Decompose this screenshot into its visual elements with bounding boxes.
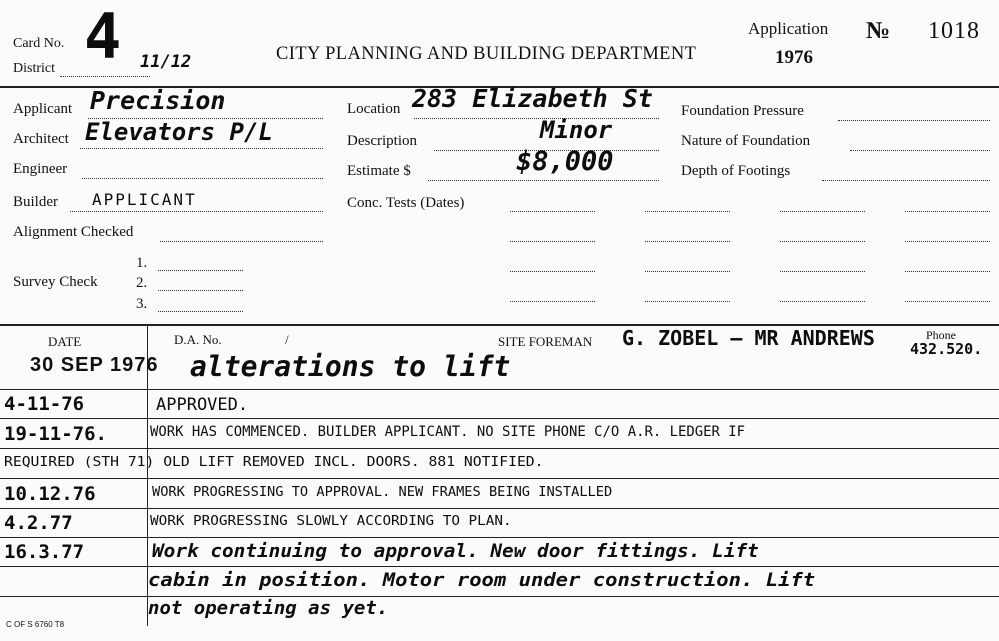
nature-of-foundation-label: Nature of Foundation	[681, 133, 811, 149]
foundation-pressure-label: Foundation Pressure	[681, 103, 804, 119]
estimate-value: $8,000	[516, 146, 614, 177]
log-entry-text: WORK PROGRESSING TO APPROVAL. NEW FRAMES BEING INSTALLED	[152, 485, 613, 500]
conc-line-3d	[905, 271, 990, 272]
depth-of-footings-label: Depth of Footings	[681, 163, 791, 179]
log-date-stamp: 30 SEP 1976	[30, 354, 159, 376]
conc-line-1a	[510, 211, 595, 212]
conc-line-1b	[645, 211, 730, 212]
log-line-7	[0, 566, 999, 567]
log-line-2	[0, 418, 999, 419]
location-value: 283 Elizabeth St	[412, 84, 653, 113]
phone-label: Phone	[926, 328, 956, 342]
architect-value: Elevators P/L	[85, 118, 273, 146]
engineer-label: Engineer	[13, 161, 68, 177]
applicant-label: Applicant	[13, 101, 73, 117]
architect-label: Architect	[13, 131, 69, 147]
log-entry-text: not operating as yet.	[148, 597, 389, 619]
log-date: 16.3.77	[4, 541, 85, 563]
card-no-value: 4	[84, 0, 122, 73]
date-column-header: DATE	[48, 334, 82, 349]
conc-line-2a	[510, 241, 595, 242]
conc-line-2b	[645, 241, 730, 242]
log-line-4	[0, 478, 999, 479]
district-value: 11/12	[140, 52, 192, 72]
log-entry-text: REQUIRED (STH 71) OLD LIFT REMOVED INCL. DOORS. 881 NOTIFIED.	[4, 455, 544, 470]
conc-line-3b	[645, 271, 730, 272]
builder-label: Builder	[13, 194, 58, 210]
log-line-5	[0, 508, 999, 509]
survey-number-2: 2.	[136, 275, 148, 291]
log-line-3	[0, 448, 999, 449]
conc-tests-label: Conc. Tests (Dates)	[347, 195, 465, 211]
log-date: 4.2.77	[4, 512, 73, 534]
log-entry-text: Work continuing to approval. New door fittings. Lift	[152, 540, 759, 562]
location-label: Location	[347, 101, 401, 117]
depth-line	[822, 180, 990, 181]
description-label: Description	[347, 133, 417, 149]
application-number: 1018	[928, 18, 980, 44]
conc-line-4a	[510, 301, 595, 302]
number-symbol: №	[866, 18, 891, 44]
card-no-label: Card No.	[13, 36, 65, 51]
survey-line-1	[158, 270, 243, 271]
form-code: C OF S 6760 T8	[6, 620, 65, 629]
conc-line-1c	[780, 211, 865, 212]
applicant-value: Precision	[90, 86, 226, 115]
estimate-line	[428, 180, 659, 181]
engineer-line	[82, 178, 323, 179]
builder-line	[70, 211, 323, 212]
application-year: 1976	[775, 47, 813, 68]
department-title: CITY PLANNING AND BUILDING DEPARTMENT	[276, 44, 697, 64]
survey-line-3	[158, 311, 243, 312]
conc-line-4c	[780, 301, 865, 302]
conc-line-1d	[905, 211, 990, 212]
survey-check-label: Survey Check	[13, 274, 98, 290]
conc-line-3c	[780, 271, 865, 272]
log-entry-text: WORK PROGRESSING SLOWLY ACCORDING TO PLAN.	[150, 514, 512, 529]
phone-value: 432.520.	[910, 340, 983, 358]
log-entry-text: WORK HAS COMMENCED. BUILDER APPLICANT. NO SITE PHONE C/O A.R. LEDGER IF	[150, 424, 746, 440]
log-entry-text: alterations to lift	[190, 350, 511, 383]
estimate-label: Estimate $	[347, 163, 411, 179]
log-date: 10.12.76	[4, 483, 96, 505]
conc-line-2d	[905, 241, 990, 242]
log-line-6	[0, 537, 999, 538]
architect-line	[80, 148, 323, 149]
district-line	[60, 76, 150, 77]
log-date: 4-11-76	[4, 393, 85, 415]
conc-line-4b	[645, 301, 730, 302]
location-line	[414, 118, 659, 119]
conc-line-4d	[905, 301, 990, 302]
log-entry-text: cabin in position. Motor room under construction. Lift	[148, 569, 816, 591]
log-date: 19-11-76.	[4, 423, 107, 445]
nature-line	[850, 150, 990, 151]
survey-line-2	[158, 290, 243, 291]
log-entry-text: APPROVED.	[156, 395, 249, 415]
survey-number-3: 3.	[136, 296, 148, 312]
survey-number-1: 1.	[136, 255, 148, 271]
district-label: District	[13, 61, 55, 76]
da-no-slash: /	[285, 332, 289, 347]
builder-value: APPLICANT	[92, 190, 197, 209]
conc-line-3a	[510, 271, 595, 272]
application-label: Application	[748, 19, 829, 38]
site-foreman-label: SITE FOREMAN	[498, 334, 593, 349]
description-value: Minor	[540, 116, 613, 144]
site-foreman-value: G. ZOBEL — MR ANDREWS	[622, 326, 875, 350]
foundation-pressure-line	[838, 120, 990, 121]
alignment-label: Alignment Checked	[13, 224, 134, 240]
conc-line-2c	[780, 241, 865, 242]
log-line-1	[0, 389, 999, 390]
da-no-label: D.A. No.	[174, 332, 222, 347]
alignment-line	[160, 241, 323, 242]
